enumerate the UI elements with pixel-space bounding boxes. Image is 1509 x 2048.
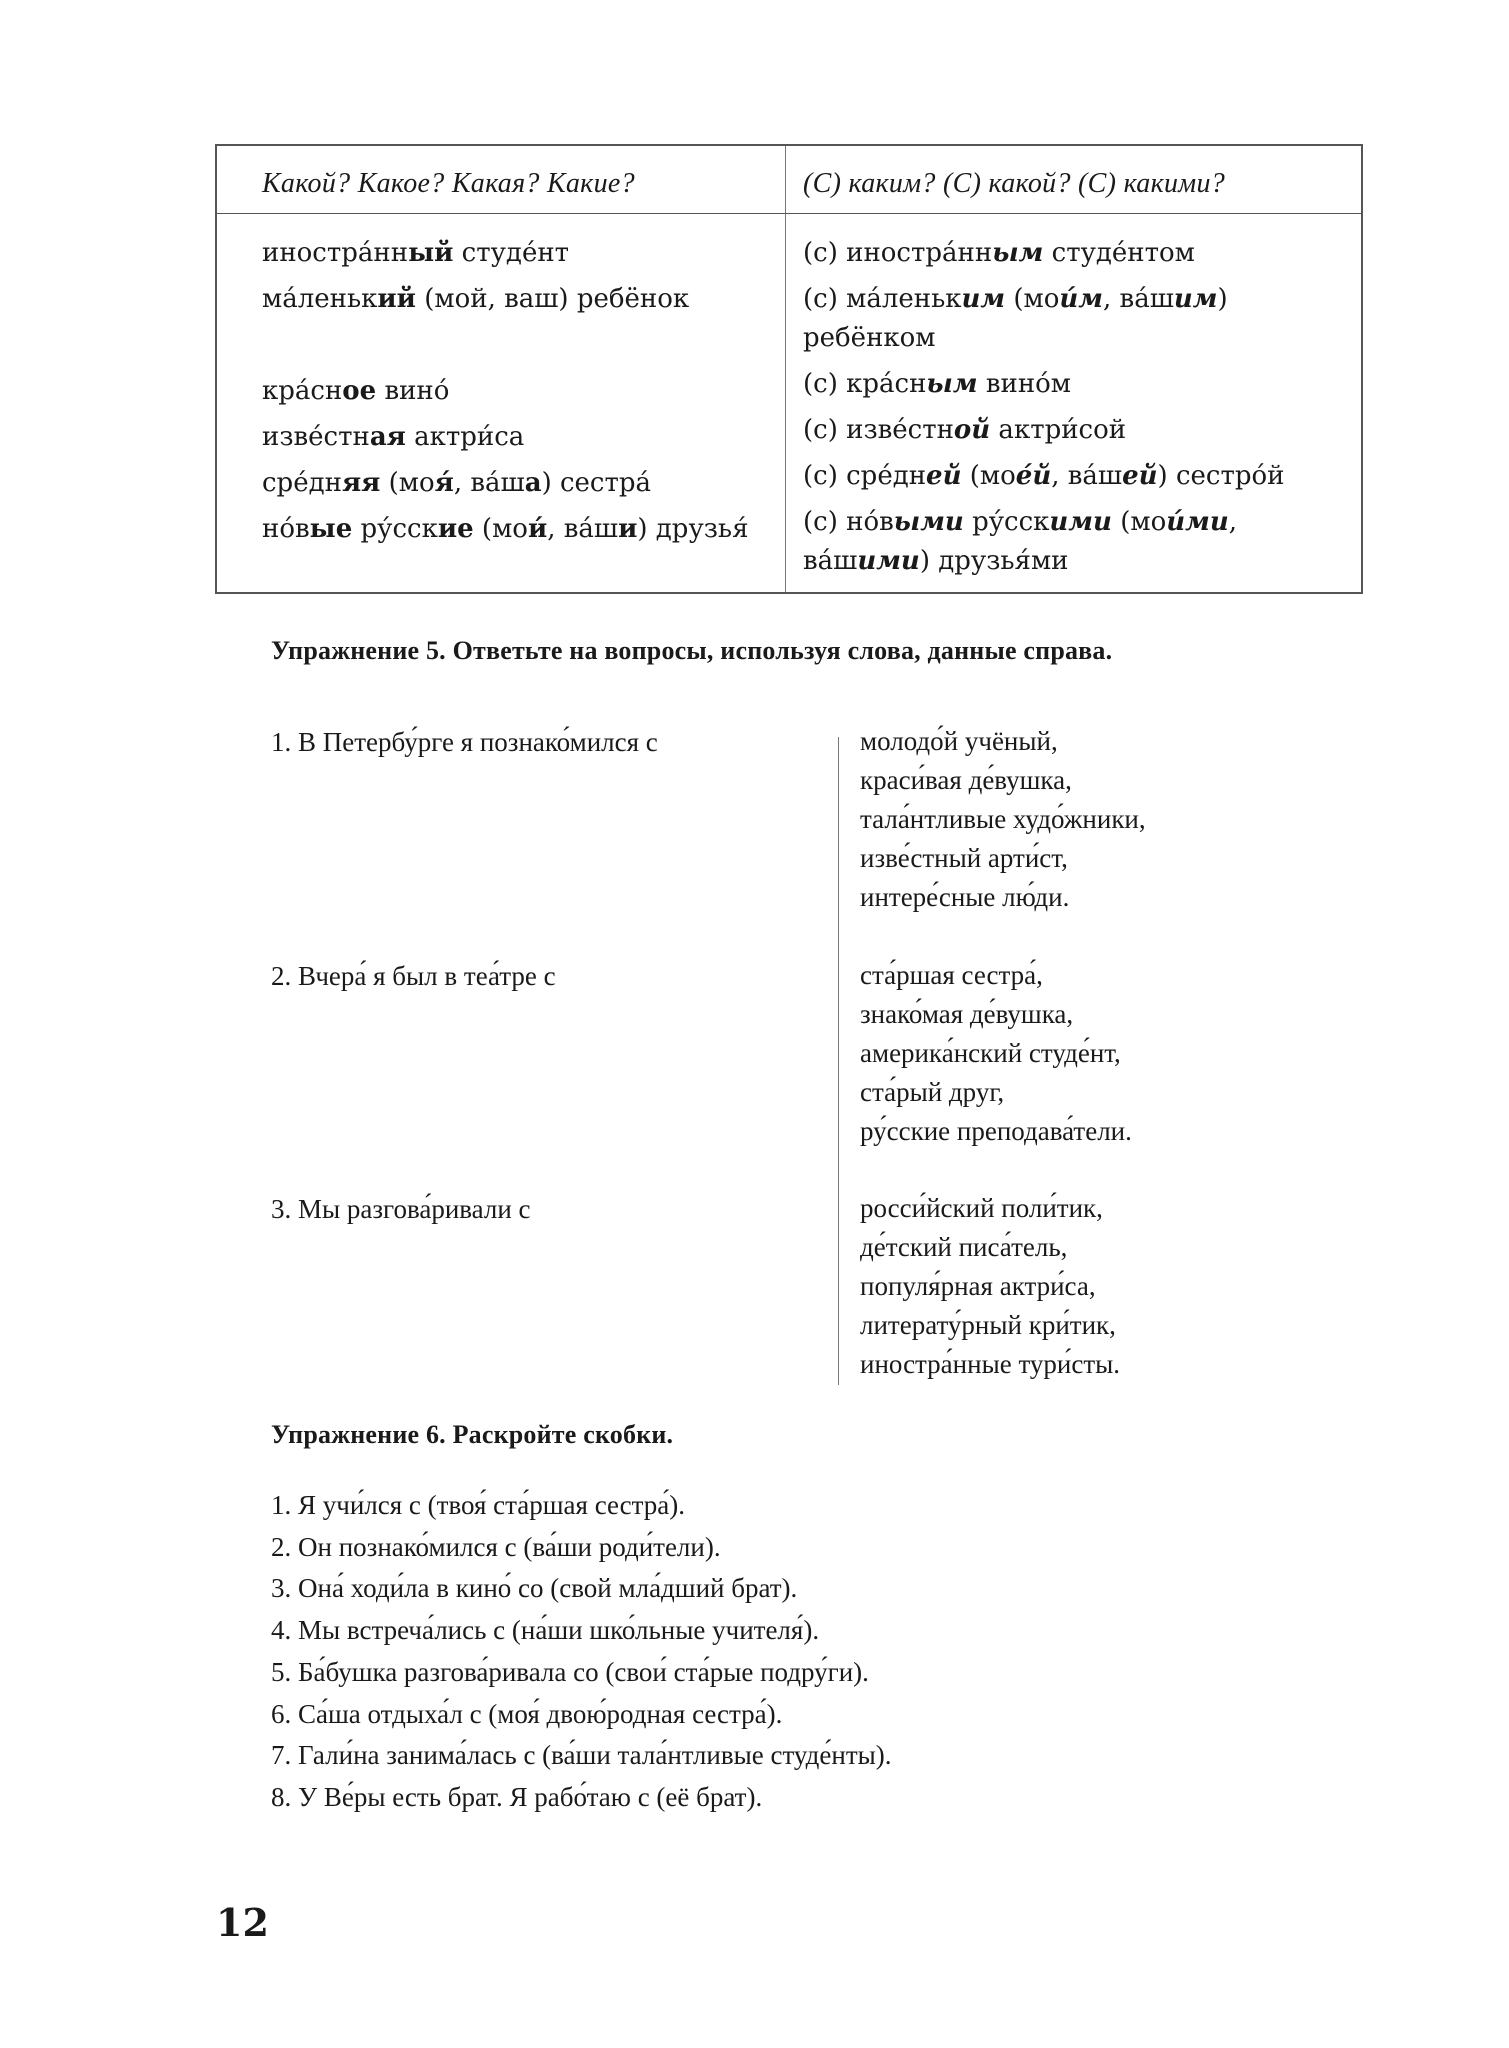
text-fragment: (мо <box>380 468 435 498</box>
table-row <box>262 418 749 457</box>
ending-highlight: ый <box>408 238 454 268</box>
exercise-5-heading: Упражнение 5. Ответьте на вопросы, используя слова, данные справа. <box>271 636 1113 665</box>
word-option: ста́ршая сестра́, <box>860 960 1043 990</box>
text-fragment: иностра́нн <box>262 238 409 268</box>
word-option: краси́вая де́вушка, <box>860 765 1072 795</box>
exercise-item: 2. Он познако́мился с (ва́ши роди́тели). <box>271 1531 721 1562</box>
word-option: интере́сные лю́ди. <box>860 882 1070 912</box>
word-option: росси́йский поли́тик, <box>860 1193 1103 1223</box>
exercise-item: 3. Она́ ходи́ла в кино́ со (свой мла́дший брат). <box>271 1573 798 1604</box>
exercise-item: 4. Мы встреча́лись с (на́ши шко́льные учителя́). <box>271 1615 820 1646</box>
text-fragment: (мо <box>1111 507 1167 537</box>
exercise-item: 8. У Ве́ры есть брат. Я рабо́таю с (её брат). <box>271 1781 763 1812</box>
exercise-5-prompt-3: 3. Мы разгова́ривали с <box>271 1194 531 1224</box>
table-row <box>262 280 749 319</box>
table-row <box>803 457 1343 496</box>
word-option: де́тский писа́тель, <box>860 1232 1068 1262</box>
text-fragment: актри́са <box>405 422 525 452</box>
word-option: молодо́й учёный, <box>860 726 1058 756</box>
word-option: изве́стный арти́ст, <box>860 843 1068 873</box>
text-fragment: ма́леньк <box>262 284 378 314</box>
table-row <box>803 280 1343 319</box>
ending-highlight: а <box>524 468 542 498</box>
table-row <box>803 542 1343 581</box>
text-fragment: вино́ <box>376 376 450 406</box>
text-fragment: (мо <box>961 461 1016 491</box>
ending-highlight: е́й <box>1015 461 1052 491</box>
text-fragment: (с) сре́дн <box>803 461 927 491</box>
ending-highlight: ое <box>342 376 377 406</box>
ending-highlight: и <box>618 514 638 544</box>
ending-highlight: ым <box>992 238 1044 268</box>
text-fragment: , ва́ш <box>1051 461 1123 491</box>
text-fragment: ва́ш <box>803 546 858 576</box>
ending-highlight: я́ <box>434 468 454 498</box>
word-option: иностра́нные тури́сты. <box>860 1349 1121 1379</box>
text-fragment: ребёнком <box>803 323 936 353</box>
table-header-instrumental: (С) каким? (С) какой? (С) какими? <box>803 168 1226 199</box>
table-row <box>803 503 1343 542</box>
exercise-5-words-1 <box>860 722 1146 917</box>
exercise-5-words-3 <box>860 1189 1120 1384</box>
declension-table <box>215 144 1363 594</box>
text-fragment: , <box>1228 507 1238 537</box>
ending-highlight: ей <box>1122 461 1158 491</box>
ending-highlight: ой <box>953 415 991 445</box>
text-fragment: кра́сн <box>262 376 343 406</box>
text-fragment: ) друзья́ми <box>919 546 1069 576</box>
text-fragment: (с) но́в <box>803 507 894 537</box>
table-row <box>262 372 749 411</box>
word-option: тала́нтливые худо́жники, <box>860 804 1146 834</box>
text-fragment: (с) ма́леньк <box>803 284 962 314</box>
table-row <box>803 234 1343 273</box>
text-fragment: (мо <box>1005 284 1060 314</box>
ending-highlight: ей <box>926 461 962 491</box>
text-fragment: студе́нтом <box>1043 238 1195 268</box>
ending-highlight: ий <box>377 284 416 314</box>
text-fragment: ) сестро́й <box>1157 461 1285 491</box>
table-row <box>262 464 749 503</box>
text-fragment: ру́сск <box>352 514 438 544</box>
exercise-5-words-2 <box>860 956 1132 1151</box>
ending-highlight: ым <box>926 369 978 399</box>
ending-highlight: ая <box>369 422 406 452</box>
ending-highlight: и́м <box>1059 284 1104 314</box>
word-option: америка́нский студе́нт, <box>860 1038 1121 1068</box>
exercise-6-list <box>271 1485 892 1819</box>
text-fragment: актри́сой <box>990 415 1127 445</box>
word-option: ру́сские преподава́тели. <box>860 1116 1132 1146</box>
text-fragment: ) <box>1217 284 1228 314</box>
text-fragment: (с) кра́сн <box>803 369 927 399</box>
text-fragment: вино́м <box>977 369 1072 399</box>
word-option: популя́рная актри́са, <box>860 1271 1096 1301</box>
text-fragment: (с) иностра́нн <box>803 238 993 268</box>
instrumental-column <box>803 234 1343 588</box>
exercise-5-prompt-2: 2. Вчера́ я был в теа́тре с <box>271 961 556 991</box>
exercise-item: 7. Гали́на занима́лась с (ва́ши тала́нтливые студе́нты). <box>271 1740 892 1771</box>
table-row <box>803 319 1343 358</box>
exercise-item: 1. Я учи́лся с (твоя́ ста́ршая сестра́). <box>271 1490 686 1520</box>
ending-highlight: им <box>1173 284 1218 314</box>
ending-highlight: ими <box>857 546 920 576</box>
ending-highlight: ие <box>437 514 474 544</box>
ending-highlight: и́ми <box>1166 507 1229 537</box>
text-fragment: ру́сск <box>963 507 1050 537</box>
text-fragment: (с) изве́стн <box>803 415 954 445</box>
ending-highlight: ые <box>309 514 353 544</box>
nominative-column <box>262 234 749 556</box>
word-option: литерату́рный кри́тик, <box>860 1310 1116 1340</box>
table-row <box>803 411 1343 450</box>
exercise-5-prompt-1: 1. В Петербу́рге я познако́мился с <box>271 727 658 757</box>
exercise-item: 6. Са́ша отдыха́л с (моя́ двою́родная сестра́). <box>271 1698 783 1729</box>
text-fragment: изве́стн <box>262 422 370 452</box>
ending-highlight: им <box>961 284 1006 314</box>
text-fragment: , ва́ш <box>1103 284 1174 314</box>
text-fragment: (мой, ваш) ребёнок <box>415 284 690 314</box>
page-number: 12 <box>216 1900 269 1945</box>
exercise-item: 5. Ба́бушка разгова́ривала со (свои́ ста́рые подру́ги). <box>271 1656 869 1687</box>
text-fragment: (мо <box>473 514 528 544</box>
word-option: знако́мая де́вушка, <box>860 999 1074 1029</box>
text-fragment: студе́нт <box>453 238 570 268</box>
text-fragment: , ва́ш <box>453 468 525 498</box>
text-fragment: ) сестра́ <box>541 468 652 498</box>
table-row <box>803 365 1343 404</box>
table-row <box>262 510 749 549</box>
text-fragment: сре́дн <box>262 468 342 498</box>
ending-highlight: ими <box>1049 507 1112 537</box>
table-spacer <box>262 326 749 365</box>
ending-highlight: и́ <box>527 514 548 544</box>
text-fragment: , ва́ш <box>547 514 619 544</box>
ending-highlight: яя <box>341 468 381 498</box>
word-option: ста́рый друг, <box>860 1077 1005 1107</box>
exercise-5-divider <box>838 737 839 1385</box>
ending-highlight: ыми <box>893 507 964 537</box>
table-header-divider <box>217 213 1361 214</box>
text-fragment: ) друзья́ <box>637 514 749 544</box>
text-fragment: но́в <box>262 514 310 544</box>
table-row <box>262 234 749 273</box>
exercise-6-heading: Упражнение 6. Раскройте скобки. <box>271 1420 674 1449</box>
table-header-nominative: Какой? Какое? Какая? Какие? <box>262 168 635 199</box>
